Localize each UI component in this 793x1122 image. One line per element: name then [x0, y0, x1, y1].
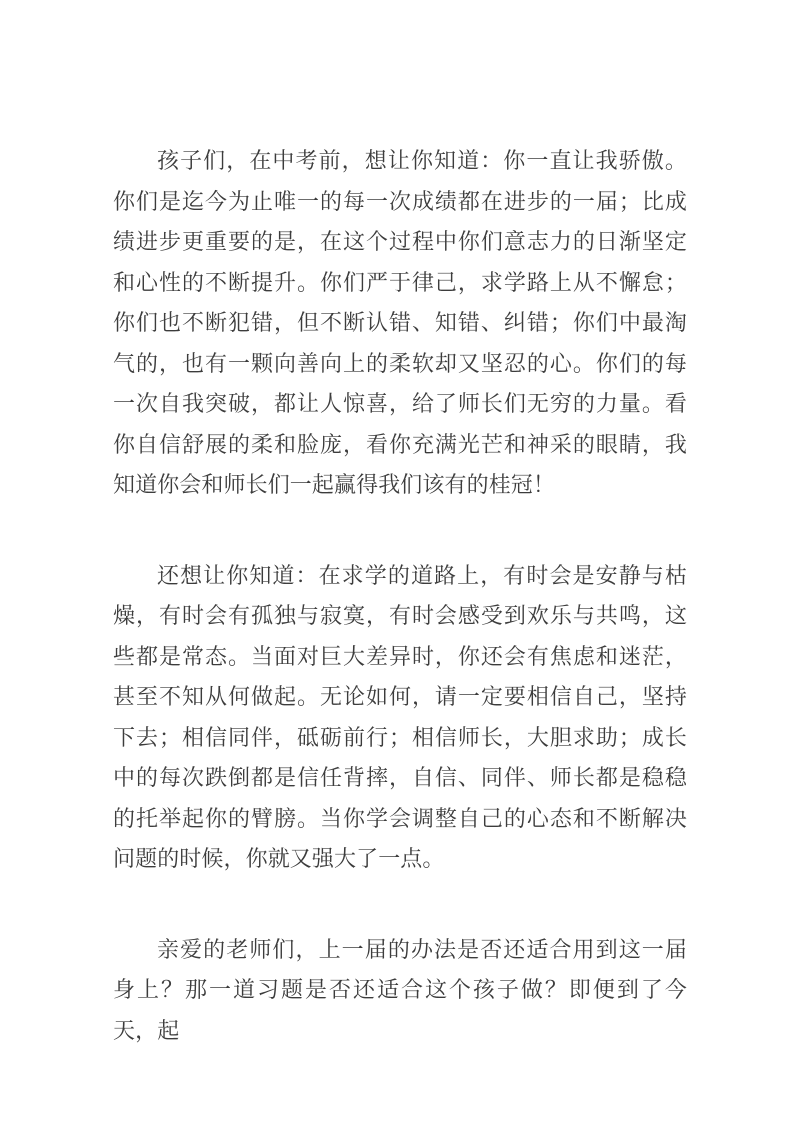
document-text-block — [113, 141, 687, 1051]
paragraph-2: 还想让你知道：在求学的道路上，有时会是安静与枯燥，有时会有孤独与寂寞，有时会感受到欢乐与共鸣，这些都是常态。当面对巨大差异时，你还会有焦虑和迷茫，甚至不知从何做起。无论如何，请一定要相信自己，坚持下去；相信同伴，砥砺前行；相信师长，大胆求助；成长中的每次跌倒都是信任背摔，自信、同伴、师长都是稳稳的托举起你的臂膀。当你学会调整自己的心态和不断解决问题的时候，你就又强大了一点。 — [113, 562, 687, 871]
paragraph-1: 孩子们，在中考前，想让你知道：你一直让我骄傲。你们是迄今为止唯一的每一次成绩都在进步的一届；比成绩进步更重要的是，在这个过程中你们意志力的日渐坚定和心性的不断提升。你们严于律己，求学路上从不懈怠；你们也不断犯错，但不断认错、知错、纠错；你们中最淘气的，也有一颗向善向上的柔软却又坚忍的心。你们的每一次自我突破，都让人惊喜，给了师长们无穷的力量。看你自信舒展的柔和脸庞，看你充满光芒和神采的眼睛，我知道你会和师长们一起赢得我们该有的桂冠！ — [113, 148, 687, 497]
paragraph-3: 亲爱的老师们，上一届的办法是否还适合用到这一届身上？那一道习题是否还适合这个孩子做？即便到了今天，起 — [113, 936, 687, 1043]
